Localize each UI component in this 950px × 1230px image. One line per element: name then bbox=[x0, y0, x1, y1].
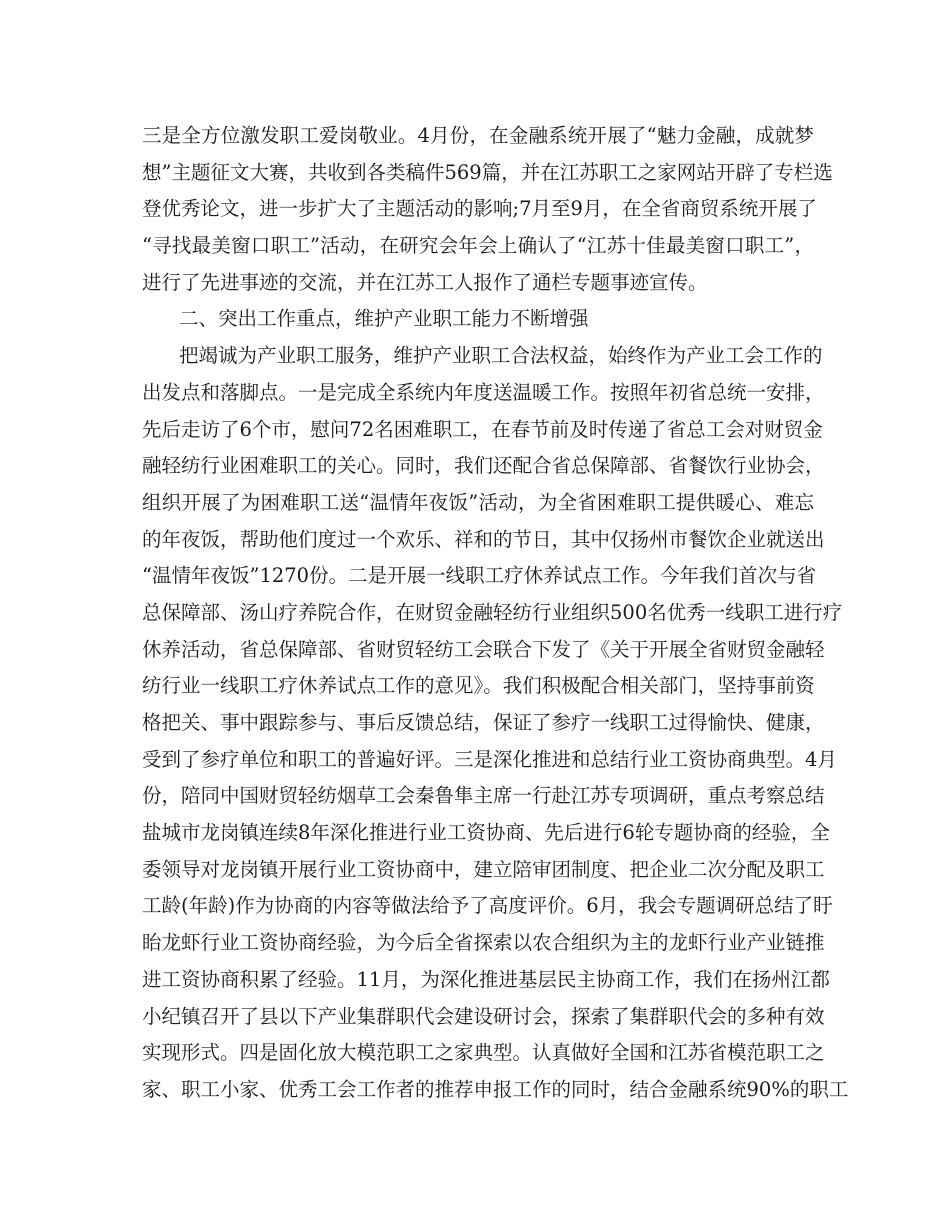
text-line: 总保障部、汤山疗养院合作，在财贸金融轻纺行业组织500名优秀一线职工进行疗 bbox=[142, 600, 843, 624]
text-line: 盐城市龙岗镇连续8年深化推进行业工资协商、先后进行6轮专题协商的经验，全 bbox=[142, 821, 830, 845]
text-line: “温情年夜饭”1270份。二是开展一线职工疗休养试点工作。今年我们首次与省 bbox=[142, 564, 817, 588]
text-line: 休养活动，省总保障部、省财贸轻纺工会联合下发了《关于开展全省财贸金融轻 bbox=[142, 637, 825, 661]
document-page bbox=[142, 118, 849, 1109]
text-line: 家、职工小家、优秀工会工作者的推荐申报工作的同时，结合金融系统90%的职工 bbox=[142, 1077, 849, 1101]
text-line: 实现形式。四是固化放大模范职工之家典型。认真做好全国和江苏省模范职工之 bbox=[142, 1041, 825, 1065]
text-line: 工龄(年龄)作为协商的内容等做法给予了高度评价。6月，我会专题调研总结了盱 bbox=[142, 894, 833, 918]
text-line: 的年夜饭，帮助他们度过一个欢乐、祥和的节日，其中仅扬州市餐饮企业就送出 bbox=[142, 527, 825, 551]
text-line: 纺行业一线职工疗休养试点工作的意见》。我们积极配合相关部门，坚持事前资 bbox=[142, 674, 815, 698]
text-line: 组织开展了为困难职工送“温情年夜饭”活动，为全省困难职工提供暖心、难忘 bbox=[142, 490, 814, 514]
text-line: 想”主题征文大赛，共收到各类稿件569篇，并在江苏职工之家网站开辟了专栏选 bbox=[142, 160, 833, 184]
text-line: “寻找最美窗口职工”活动，在研究会年会上确认了“江苏十佳最美窗口职工”， bbox=[142, 234, 814, 258]
text-line: 进行了先进事迹的交流，并在江苏工人报作了通栏专题事迹宣传。 bbox=[142, 270, 708, 294]
text-line: 眙龙虾行业工资协商经验，为今后全省探索以农合组织为主的龙虾行业产业链推 bbox=[142, 931, 825, 955]
section-heading: 二、突出工作重点，维护产业职工能力不断增强 bbox=[179, 307, 589, 331]
text-line: 受到了参疗单位和职工的普遍好评。三是深化推进和总结行业工资协商典型。4月 bbox=[142, 747, 837, 771]
text-line: 三是全方位激发职工爱岗敬业。4月份，在金融系统开展了“魅力金融，成就梦 bbox=[142, 124, 814, 147]
text-line: 把竭诚为产业职工服务，维护产业职工合法权益，始终作为产业工会工作的 bbox=[179, 344, 823, 368]
text-line: 融轻纺行业困难职工的关心。同时，我们还配合省总保障部、省餐饮行业协会， bbox=[142, 454, 825, 478]
text-line: 小纪镇召开了县以下产业集群职代会建设研讨会，探索了集群职代会的多种有效 bbox=[142, 1004, 825, 1028]
text-line: 登优秀论文，进一步扩大了主题活动的影响;7月至9月，在全省商贸系统开展了 bbox=[142, 197, 817, 221]
text-line: 先后走访了6个市，慰问72名困难职工，在春节前及时传递了省总工会对财贸金 bbox=[142, 417, 823, 441]
text-line: 委领导对龙岗镇开展行业工资协商中，建立陪审团制度、把企业二次分配及职工 bbox=[142, 857, 825, 881]
text-line: 格把关、事中跟踪参与、事后反馈总结，保证了参疗一线职工过得愉快、健康， bbox=[142, 711, 825, 734]
text-line: 份，陪同中国财贸轻纺烟草工会秦鲁隼主席一行赴江苏专项调研，重点考察总结 bbox=[142, 784, 825, 808]
text-line: 出发点和落脚点。一是完成全系统内年度送温暖工作。按照年初省总统一安排， bbox=[142, 380, 825, 404]
text-line: 进工资协商积累了经验。11月，为深化推进基层民主协商工作，我们在扬州江都 bbox=[142, 967, 830, 991]
